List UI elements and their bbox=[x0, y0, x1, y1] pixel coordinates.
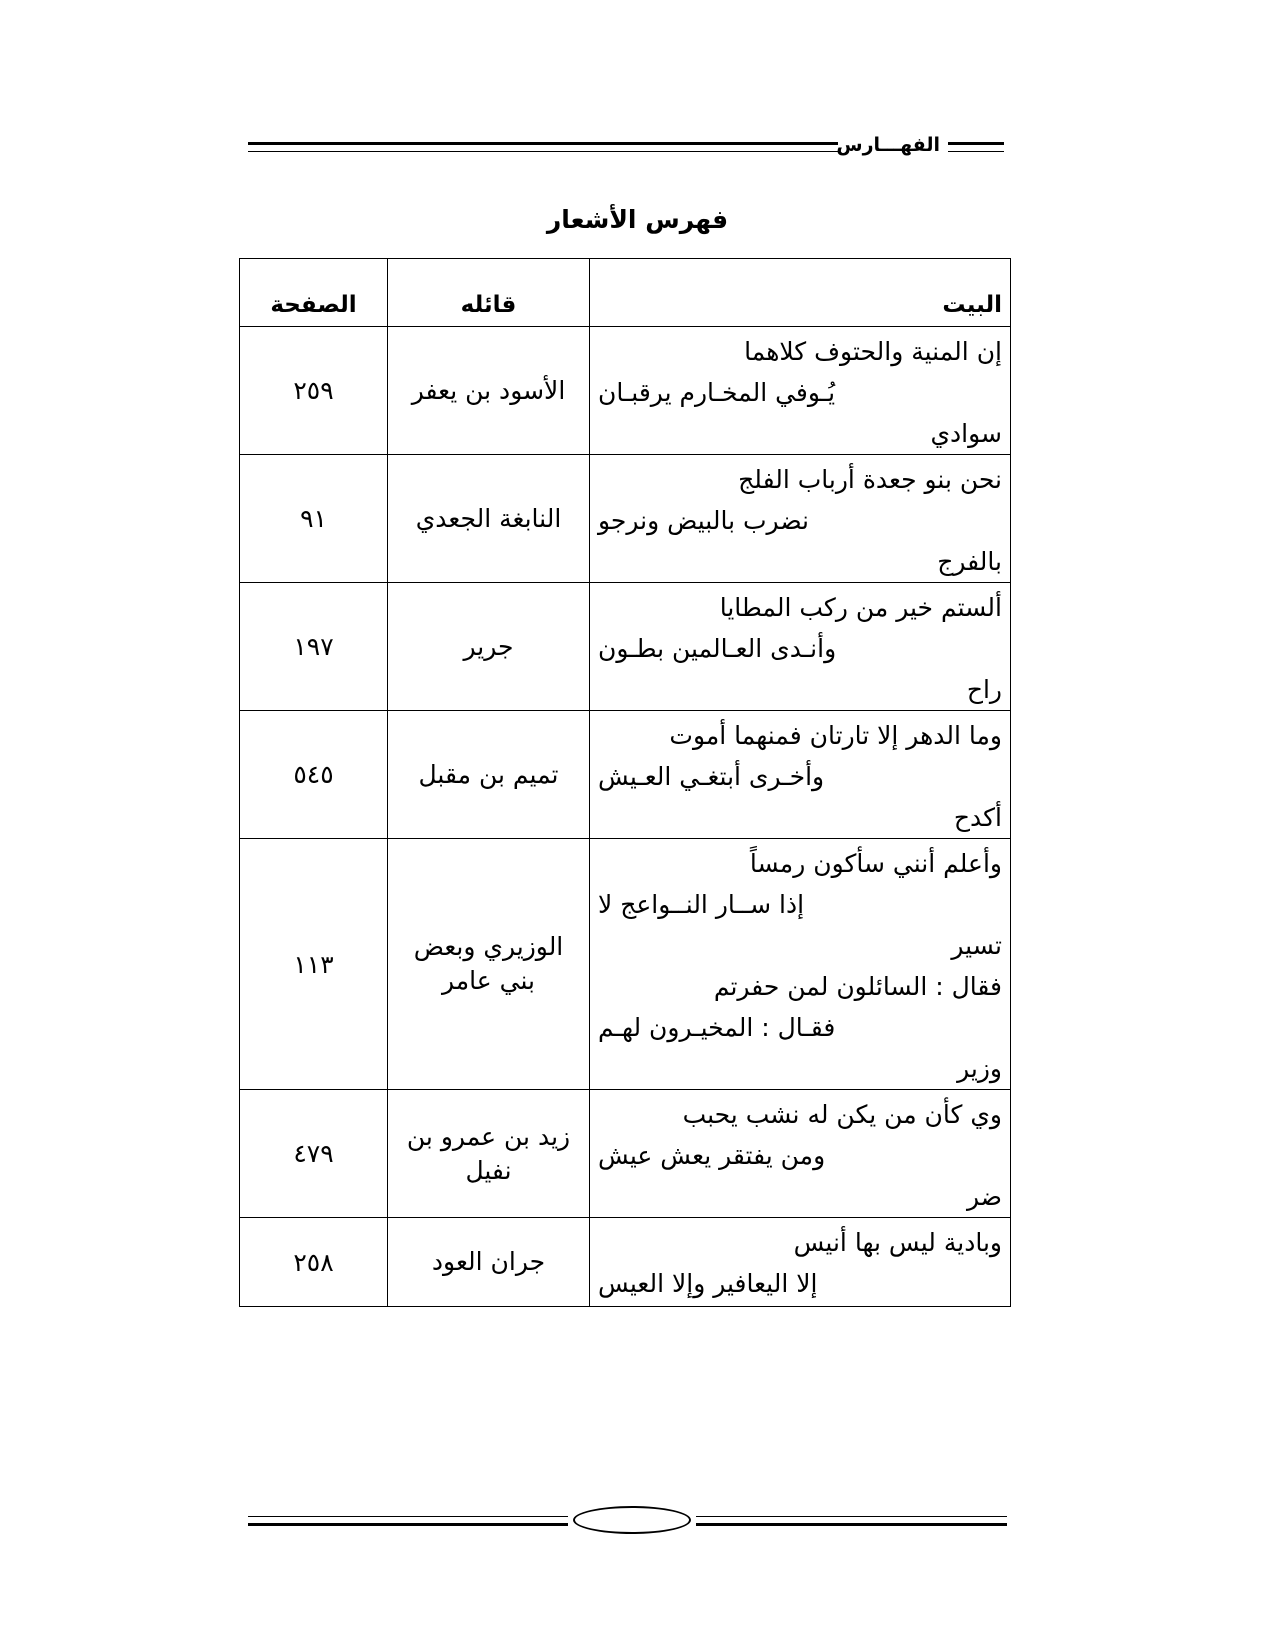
verse-line: فقـال : المخيـرون لهـم bbox=[598, 1013, 836, 1042]
verse-cell bbox=[590, 327, 1011, 455]
page-cell: ٢٥٩ bbox=[240, 327, 388, 455]
verse-cell bbox=[590, 1218, 1011, 1307]
footer-rule bbox=[248, 1516, 568, 1526]
verse-line: تسير bbox=[951, 931, 1002, 960]
column-header-author: قائله bbox=[388, 259, 590, 327]
verse-line: نضرب بالبيض ونرجو bbox=[598, 506, 809, 535]
verse-line: بالفرج bbox=[937, 547, 1002, 576]
verse-cell bbox=[590, 1090, 1011, 1218]
table-row bbox=[240, 327, 1011, 455]
verse-cell bbox=[590, 839, 1011, 1090]
verse-line: وأنـدى العـالمين بطـون bbox=[598, 634, 837, 663]
author-cell: جران العود bbox=[388, 1218, 590, 1307]
page-cell: ٢٥٨ bbox=[240, 1218, 388, 1307]
author-cell: الوزيري وبعض بني عامر bbox=[388, 839, 590, 1090]
verse-line: إلا اليعافير وإلا العيس bbox=[598, 1269, 818, 1298]
verse-cell bbox=[590, 711, 1011, 839]
table-row bbox=[240, 839, 1011, 1090]
verse-line: راح bbox=[966, 675, 1002, 704]
page-footer bbox=[248, 1504, 1007, 1538]
verse-cell bbox=[590, 583, 1011, 711]
verse-cell bbox=[590, 455, 1011, 583]
header-rule bbox=[948, 142, 1004, 152]
verse-line: وأخـرى أبتغـي العـيش bbox=[598, 762, 825, 791]
author-cell: الأسود بن يعفر bbox=[388, 327, 590, 455]
table-row bbox=[240, 711, 1011, 839]
table-row bbox=[240, 1218, 1011, 1307]
column-header-verse: البيت bbox=[590, 259, 1011, 327]
verse-line: وبادية ليس بها أنيس bbox=[793, 1228, 1002, 1257]
page-cell: ١١٣ bbox=[240, 839, 388, 1090]
table-header-row bbox=[240, 259, 1011, 327]
verse-line: سوادي bbox=[930, 419, 1002, 448]
page-cell: ٥٤٥ bbox=[240, 711, 388, 839]
page-number-oval bbox=[573, 1506, 691, 1534]
verse-line: ضر bbox=[966, 1182, 1002, 1211]
verse-line: وزير bbox=[957, 1054, 1002, 1083]
table-row bbox=[240, 1090, 1011, 1218]
footer-rule bbox=[696, 1516, 1007, 1526]
table-row bbox=[240, 583, 1011, 711]
page-cell: ١٩٧ bbox=[240, 583, 388, 711]
poetry-index-table bbox=[239, 258, 1011, 1307]
running-header bbox=[248, 134, 1004, 160]
author-cell: النابغة الجعدي bbox=[388, 455, 590, 583]
verse-line: وأعلم أنني سأكون رمساً bbox=[749, 849, 1002, 878]
table-row bbox=[240, 455, 1011, 583]
verse-line: يُـوفي المخـارم يرقبـان bbox=[598, 378, 836, 407]
verse-line: وي كأن من يكن له نشب يحبب bbox=[682, 1100, 1002, 1129]
header-rule bbox=[248, 142, 838, 152]
verse-line: ألستم خير من ركب المطايا bbox=[719, 593, 1002, 622]
author-cell: زيد بن عمرو بن نفيل bbox=[388, 1090, 590, 1218]
page-title: فهرس الأشعار bbox=[546, 205, 729, 234]
verse-line: أكدح bbox=[953, 803, 1002, 832]
verse-line: نحن بنو جعدة أرباب الفلج bbox=[738, 465, 1002, 494]
page-cell: ٩١ bbox=[240, 455, 388, 583]
verse-line: إن المنية والحتوف كلاهما bbox=[744, 337, 1002, 366]
verse-line: إذا ســار النــواعج لا bbox=[598, 890, 805, 919]
verse-line: ومن يفتقر يعش عيش bbox=[598, 1141, 826, 1170]
verse-line: فقال : السائلون لمن حفرتم bbox=[713, 972, 1002, 1001]
author-cell: تميم بن مقبل bbox=[388, 711, 590, 839]
verse-line: وما الدهر إلا تارتان فمنهما أموت bbox=[669, 721, 1002, 750]
page-cell: ٤٧٩ bbox=[240, 1090, 388, 1218]
author-cell: جرير bbox=[388, 583, 590, 711]
running-title: الفهـــارس bbox=[836, 134, 940, 156]
column-header-page: الصفحة bbox=[240, 259, 388, 327]
